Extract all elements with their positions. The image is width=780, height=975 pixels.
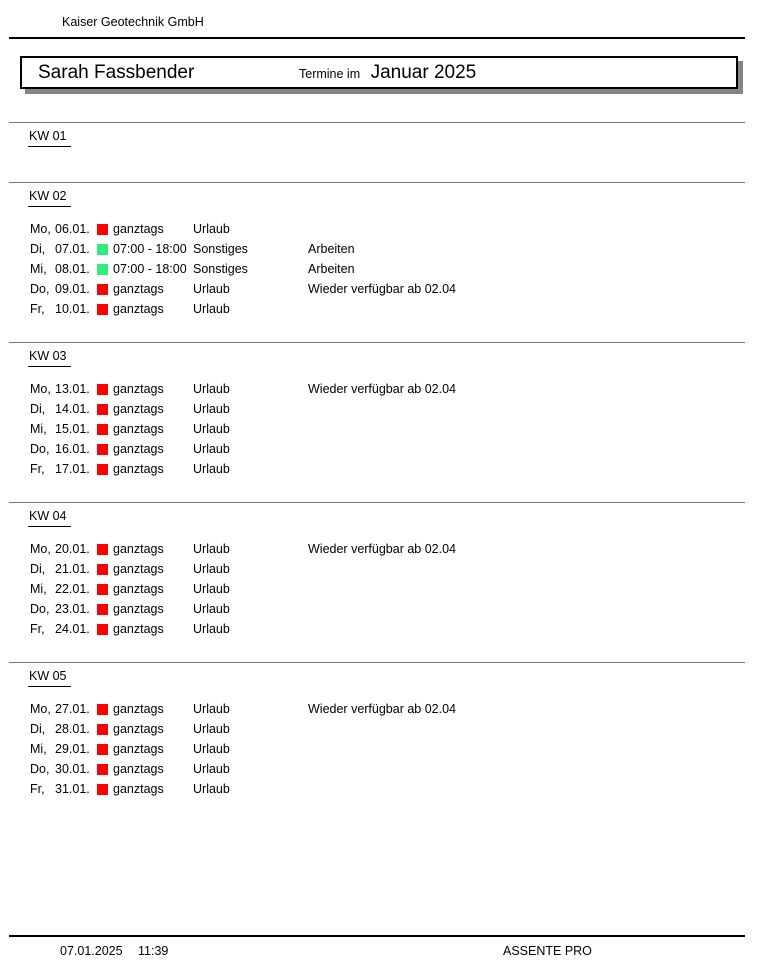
note-label: Wieder verfügbar ab 02.04 bbox=[308, 282, 457, 296]
date-label: 16.01. bbox=[55, 442, 90, 456]
type-label: Urlaub bbox=[193, 562, 230, 576]
type-label: Urlaub bbox=[193, 302, 230, 316]
status-color-icon bbox=[97, 784, 108, 795]
status-color-icon bbox=[97, 444, 108, 455]
type-label: Urlaub bbox=[193, 422, 230, 436]
date-label: 13.01. bbox=[55, 382, 90, 396]
note-label: Wieder verfügbar ab 02.04 bbox=[308, 542, 457, 556]
type-label: Urlaub bbox=[193, 222, 230, 236]
time-label: ganztags bbox=[113, 302, 164, 316]
appointment-row bbox=[0, 239, 780, 259]
appointment-row bbox=[0, 439, 780, 459]
date-label: 14.01. bbox=[55, 402, 90, 416]
note-label: Arbeiten bbox=[308, 242, 355, 256]
type-label: Urlaub bbox=[193, 722, 230, 736]
report-title bbox=[299, 62, 476, 84]
time-label: 07:00 - 18:00 bbox=[113, 242, 187, 256]
status-color-icon bbox=[97, 244, 108, 255]
status-color-icon bbox=[97, 464, 108, 475]
status-color-icon bbox=[97, 584, 108, 595]
status-color-icon bbox=[97, 624, 108, 635]
time-label: ganztags bbox=[113, 602, 164, 616]
time-label: ganztags bbox=[113, 622, 164, 636]
status-color-icon bbox=[97, 544, 108, 555]
type-label: Urlaub bbox=[193, 762, 230, 776]
date-label: 27.01. bbox=[55, 702, 90, 716]
day-label: Fr, bbox=[30, 462, 45, 476]
day-label: Di, bbox=[30, 402, 46, 416]
note-label: Wieder verfügbar ab 02.04 bbox=[308, 702, 457, 716]
week-rule bbox=[9, 122, 745, 123]
appointment-row bbox=[0, 419, 780, 439]
status-color-icon bbox=[97, 604, 108, 615]
day-label: Do, bbox=[30, 762, 50, 776]
time-label: ganztags bbox=[113, 722, 164, 736]
status-color-icon bbox=[97, 224, 108, 235]
appointment-row bbox=[0, 279, 780, 299]
footer-print-time: 11:39 bbox=[138, 944, 169, 958]
status-color-icon bbox=[97, 704, 108, 715]
date-label: 29.01. bbox=[55, 742, 90, 756]
week-rule bbox=[9, 342, 745, 343]
status-color-icon bbox=[97, 744, 108, 755]
day-label: Mi, bbox=[30, 422, 47, 436]
appointment-row bbox=[0, 299, 780, 319]
footer-print-date: 07.01.2025 bbox=[60, 944, 123, 958]
appointment-row bbox=[0, 559, 780, 579]
weeks bbox=[0, 122, 780, 822]
week-label: KW 05 bbox=[28, 669, 71, 687]
status-color-icon bbox=[97, 424, 108, 435]
day-label: Do, bbox=[30, 442, 50, 456]
day-label: Fr, bbox=[30, 622, 45, 636]
appointment-row bbox=[0, 759, 780, 779]
time-label: ganztags bbox=[113, 462, 164, 476]
type-label: Urlaub bbox=[193, 622, 230, 636]
date-label: 17.01. bbox=[55, 462, 90, 476]
type-label: Sonstiges bbox=[193, 242, 248, 256]
week-rule bbox=[9, 502, 745, 503]
week-rule bbox=[9, 662, 745, 663]
day-label: Di, bbox=[30, 242, 46, 256]
week-section bbox=[0, 502, 780, 662]
note-label: Arbeiten bbox=[308, 262, 355, 276]
type-label: Urlaub bbox=[193, 442, 230, 456]
date-label: 15.01. bbox=[55, 422, 90, 436]
day-label: Mi, bbox=[30, 582, 47, 596]
type-label: Urlaub bbox=[193, 402, 230, 416]
time-label: ganztags bbox=[113, 582, 164, 596]
day-label: Fr, bbox=[30, 302, 45, 316]
date-label: 20.01. bbox=[55, 542, 90, 556]
type-label: Urlaub bbox=[193, 462, 230, 476]
day-label: Mo, bbox=[30, 382, 51, 396]
type-label: Urlaub bbox=[193, 742, 230, 756]
time-label: ganztags bbox=[113, 402, 164, 416]
status-color-icon bbox=[97, 284, 108, 295]
appointment-row bbox=[0, 399, 780, 419]
appointment-row bbox=[0, 699, 780, 719]
header-rule bbox=[9, 37, 745, 39]
week-label: KW 04 bbox=[28, 509, 71, 527]
date-label: 07.01. bbox=[55, 242, 90, 256]
date-label: 30.01. bbox=[55, 762, 90, 776]
appointment-row bbox=[0, 719, 780, 739]
date-label: 08.01. bbox=[55, 262, 90, 276]
date-label: 10.01. bbox=[55, 302, 90, 316]
time-label: 07:00 - 18:00 bbox=[113, 262, 187, 276]
title-month: Januar 2025 bbox=[370, 61, 477, 83]
type-label: Urlaub bbox=[193, 702, 230, 716]
type-label: Urlaub bbox=[193, 382, 230, 396]
time-label: ganztags bbox=[113, 702, 164, 716]
date-label: 21.01. bbox=[55, 562, 90, 576]
appointment-row bbox=[0, 539, 780, 559]
type-label: Sonstiges bbox=[193, 262, 248, 276]
status-color-icon bbox=[97, 764, 108, 775]
type-label: Urlaub bbox=[193, 282, 230, 296]
week-section bbox=[0, 122, 780, 182]
type-label: Urlaub bbox=[193, 582, 230, 596]
appointment-row bbox=[0, 259, 780, 279]
date-label: 09.01. bbox=[55, 282, 90, 296]
time-label: ganztags bbox=[113, 762, 164, 776]
day-label: Mo, bbox=[30, 222, 51, 236]
footer-rule bbox=[9, 935, 745, 937]
week-rule bbox=[9, 182, 745, 183]
appointment-row bbox=[0, 739, 780, 759]
status-color-icon bbox=[97, 304, 108, 315]
week-label: KW 03 bbox=[28, 349, 71, 367]
day-label: Di, bbox=[30, 722, 46, 736]
person-name: Sarah Fassbender bbox=[38, 61, 195, 83]
time-label: ganztags bbox=[113, 782, 164, 796]
note-label: Wieder verfügbar ab 02.04 bbox=[308, 382, 457, 396]
date-label: 28.01. bbox=[55, 722, 90, 736]
time-label: ganztags bbox=[113, 562, 164, 576]
day-label: Do, bbox=[30, 602, 50, 616]
week-section bbox=[0, 662, 780, 822]
company-name: Kaiser Geotechnik GmbH bbox=[62, 15, 204, 29]
time-label: ganztags bbox=[113, 222, 164, 236]
time-label: ganztags bbox=[113, 282, 164, 296]
time-label: ganztags bbox=[113, 542, 164, 556]
day-label: Di, bbox=[30, 562, 46, 576]
type-label: Urlaub bbox=[193, 602, 230, 616]
type-label: Urlaub bbox=[193, 542, 230, 556]
title-box bbox=[20, 56, 738, 89]
status-color-icon bbox=[97, 264, 108, 275]
time-label: ganztags bbox=[113, 382, 164, 396]
status-color-icon bbox=[97, 564, 108, 575]
date-label: 23.01. bbox=[55, 602, 90, 616]
status-color-icon bbox=[97, 384, 108, 395]
title-prefix: Termine im bbox=[299, 66, 361, 81]
footer-app-name: ASSENTE PRO bbox=[503, 944, 592, 958]
week-label: KW 02 bbox=[28, 189, 71, 207]
type-label: Urlaub bbox=[193, 782, 230, 796]
date-label: 22.01. bbox=[55, 582, 90, 596]
day-label: Mo, bbox=[30, 542, 51, 556]
date-label: 06.01. bbox=[55, 222, 90, 236]
week-section bbox=[0, 342, 780, 502]
day-label: Mi, bbox=[30, 262, 47, 276]
week-label: KW 01 bbox=[28, 129, 71, 147]
day-label: Mo, bbox=[30, 702, 51, 716]
day-label: Fr, bbox=[30, 782, 45, 796]
day-label: Do, bbox=[30, 282, 50, 296]
week-section bbox=[0, 182, 780, 342]
time-label: ganztags bbox=[113, 422, 164, 436]
appointment-row bbox=[0, 599, 780, 619]
status-color-icon bbox=[97, 724, 108, 735]
appointment-row bbox=[0, 619, 780, 639]
day-label: Mi, bbox=[30, 742, 47, 756]
time-label: ganztags bbox=[113, 442, 164, 456]
appointment-row bbox=[0, 379, 780, 399]
appointment-row bbox=[0, 779, 780, 799]
time-label: ganztags bbox=[113, 742, 164, 756]
appointment-row bbox=[0, 579, 780, 599]
appointment-row bbox=[0, 219, 780, 239]
appointment-row bbox=[0, 459, 780, 479]
status-color-icon bbox=[97, 404, 108, 415]
date-label: 24.01. bbox=[55, 622, 90, 636]
date-label: 31.01. bbox=[55, 782, 90, 796]
